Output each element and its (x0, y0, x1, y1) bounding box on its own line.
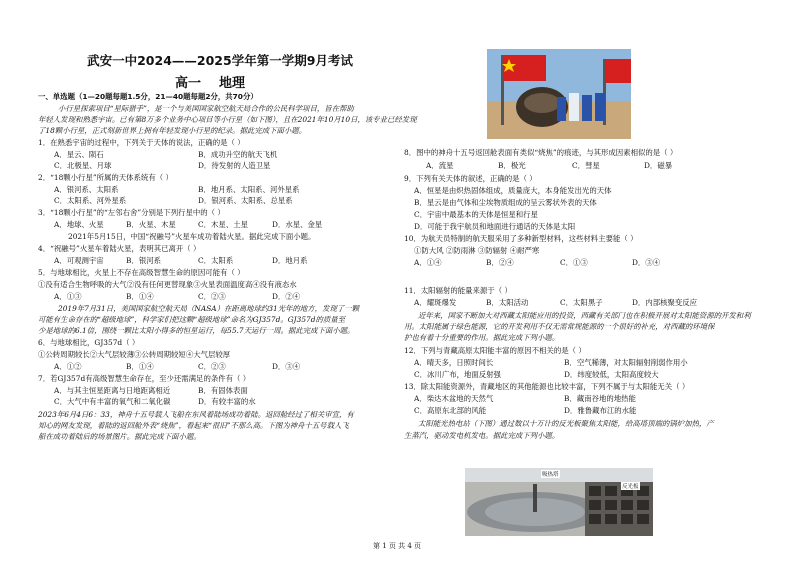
left-line: A．银河系、太阳系 (54, 185, 119, 194)
right-line: 11．太阳辐射的能量来源于（ ） (404, 286, 512, 295)
right-line: A．①④ (414, 258, 442, 267)
left-line: A．①② (54, 362, 82, 371)
right-line: A．恒星是由炽热固体组成，质量庞大，本身能发出光的天体 (414, 186, 612, 195)
right-line: B．星云是由气体和尘埃物质组成的呈云雾状外表的天体 (414, 198, 597, 207)
left-line: 年轻人发现和熟悉宇宙。已有第8万多个业务中心项目等小行星（如下图），且在2021年10月10日，该专业已经发现 (38, 115, 417, 124)
left-line: C．②③ (198, 362, 226, 371)
right-line: A．流星 (426, 161, 454, 170)
left-line: D．地月系 (272, 256, 308, 265)
right-line: C．太阳黑子 (560, 298, 603, 307)
left-line: 知心的网友发现，着陆的返回舱外表“烧焦”，看起来“很旧”不那么高。下图为神舟十五号载人飞 (38, 421, 349, 430)
right-line: 护也有着十分重要的作用。据此完成下列小题。 (404, 333, 560, 342)
right-line: C．宇宙中最基本的天体是恒星和行星 (414, 210, 538, 219)
left-line: 2023年6月4日6：33，神舟十五号载人飞船在东风着陆场成功着陆。返回舱经过了相关审宣，有 (38, 410, 354, 419)
right-line: 8．图中的神舟十五号返回舱表面有类似“烧焦”的痕迹，与其形成因素相似的是（ ） (404, 148, 678, 157)
left-line: B．有固体表面 (198, 386, 248, 395)
page-footer: 第 1 页 共 4 页 (372, 542, 422, 550)
right-line: 12．下列与青藏高原太阳能丰富的原因不相关的是（ ） (404, 346, 586, 355)
left-line: C．木星、土星 (198, 220, 248, 229)
left-line: D．银河系、太阳系、总星系 (198, 196, 293, 205)
exam-subtitle: 高一 地理 (174, 76, 246, 91)
left-line: 了18颗小行星，正式刻新世界上拥有年轻发现小行星的纪录。据此完成下面小题。 (38, 126, 307, 135)
left-line: C．大气中有丰富的氧气和二氧化碳 (54, 397, 171, 406)
solar-thermal-station-photo (465, 468, 653, 536)
reflector-label: 反光板 (622, 484, 639, 490)
capsule-landing-photo (487, 49, 631, 139)
right-line: C．①③ (560, 258, 588, 267)
left-line: 2019年7月31日，美国国家航空航天局（NASA）在距离地球约31光年的地方，发现了一颗 (58, 304, 360, 313)
right-line: B．太阳活动 (486, 298, 529, 307)
right-line: 生蒸汽，驱动发电机发电。据此完成下列小题。 (404, 431, 560, 440)
left-line: C．②③ (198, 292, 226, 301)
right-line: 太阳能光热电站（下图）通过数以十万计的反光板聚焦太阳能，给高塔顶端的锅炉加热，产 (418, 419, 714, 428)
left-line: ①公转周期较长②大气层较薄③公转周期较短④大气层较厚 (38, 350, 231, 359)
left-line: C．北极星、月球 (54, 161, 112, 170)
right-line: D．内部核聚变反应 (632, 298, 698, 307)
right-line: 13．除太阳能资源外，青藏地区的其他能源也比较丰富，下列不属于与太阳能无关（ ） (404, 382, 690, 391)
right-line: 用。太阳能属于绿色能源，它的开发利用不仅无需常规能源的一个很好的补充，对西藏的环境保 (404, 322, 715, 331)
right-line: D．磁暴 (644, 161, 673, 170)
right-line: 近年来，国家不断加大对西藏太阳能应用的投资，西藏有关部门也在积极开展对太阳能资源的开发和利 (418, 311, 751, 320)
right-line: ①防大风 ②防雨淋 ③防辐射 ④耐严寒 (414, 246, 540, 255)
right-line: A．耀斑爆发 (414, 298, 457, 307)
right-line: B．空气稀薄，对太阳辐射削弱作用小 (564, 358, 688, 367)
right-line: A．晴天多，日照时间长 (414, 358, 494, 367)
right-line: A．柴达木盆地的天然气 (414, 394, 494, 403)
right-line: C．彗星 (572, 161, 600, 170)
left-line: 小行星探索项目“星际猎手”，是一个与美国国家航空航天局合作的公民科学项目，旨在帮助 (58, 104, 354, 113)
left-line: 可能有生命存在的“超级地球”，科学家们把这颗“超级地球”命名为GJ357d。GJ357d的质量至 (38, 315, 346, 324)
exam-title: 武安一中2024——2025学年第一学期9月考试 (87, 53, 353, 68)
left-line: 4．“祝融号”火星车着陆火星，表明其已离开（ ） (38, 244, 201, 253)
left-line: 7．若GJ357d有高级智慧生命存在，至少还需满足的条件有（ ） (38, 374, 251, 383)
left-line: 船在成功着陆后的场景图片。据此完成下面小题。 (38, 432, 201, 441)
right-line: B．②④ (486, 258, 514, 267)
left-line: 2．“18颗小行星”所属的天体系统有（ ） (38, 173, 173, 182)
right-line: D．纬度较低，太阳高度较大 (564, 370, 659, 379)
left-line: ①没有适合生物呼吸的大气②没有任何更替现象③火星表面温度高④没有液态水 (38, 280, 297, 289)
right-line: D．③④ (632, 258, 661, 267)
tower-label: 吸热塔 (542, 472, 559, 478)
left-line: D．水星、金星 (272, 220, 323, 229)
left-line: A．地球、火星 (54, 220, 104, 229)
left-line: D．有较丰富的水 (198, 397, 256, 406)
left-line: 2021年5月15日，中国“祝融号”火星车成功着陆火星。据此完成下面小题。 (68, 232, 316, 241)
left-line: C．太阳系 (198, 256, 234, 265)
right-line: B．极光 (498, 161, 526, 170)
left-line: D．③④ (272, 362, 301, 371)
left-line: B．地月系、太阳系、河外星系 (198, 185, 300, 194)
right-line: C．高原东北部的风能 (414, 406, 487, 415)
left-line: 6．与地球相比，GJ357d（ ） (38, 338, 140, 347)
right-line: 9．下列有关天体的叙述，正确的是（ ） (404, 174, 537, 183)
left-line: B．火星、木星 (126, 220, 176, 229)
right-line: B．藏南谷地的地热能 (564, 394, 636, 403)
left-line: C．太阳系、河外星系 (54, 196, 127, 205)
right-line: D．可能于我宇航员和地面进行通话的天体是太阳 (414, 222, 576, 231)
left-line: 5．与地球相比，火星上不存在高级智慧生命的原因可能有（ ） (38, 268, 245, 277)
left-line: 1．在熟悉宇宙的过程中，下列关于天体的说法，正确的是（ ） (38, 138, 245, 147)
left-line: 3．“18颗小行星”的“左邻右舍”分别是下列行星中的（ ） (38, 208, 225, 217)
left-line: 少是地球的6.1倍，围绕一颗比太阳小得多的恒星运行，每55.7天运行一周。据此完成下面小题。 (38, 326, 355, 335)
left-line: B．①④ (126, 292, 154, 301)
right-line: C．冰川广布，地面反射强 (414, 370, 501, 379)
left-line: B．①④ (126, 362, 154, 371)
left-line: D．②④ (272, 292, 301, 301)
left-line: A．可观测宇宙 (54, 256, 104, 265)
right-line: D．雅鲁藏布江的水能 (564, 406, 637, 415)
right-line: 10．为航天员特制的航天服采用了多种新型材料，这些材料主要能（ ） (404, 234, 638, 243)
left-line: B．银河系 (126, 256, 161, 265)
left-line: B．成功升空的航天飞机 (198, 150, 278, 159)
left-line: A．星云、陨石 (54, 150, 104, 159)
left-line: A．与其主恒星距离与日地距离相近 (54, 386, 171, 395)
left-line: 一、单选题（1—20题每题1.5分，21—40题每题2分，共70分） (38, 92, 258, 101)
left-line: A．①③ (54, 292, 82, 301)
left-line: D．待发射的人造卫星 (198, 161, 271, 170)
